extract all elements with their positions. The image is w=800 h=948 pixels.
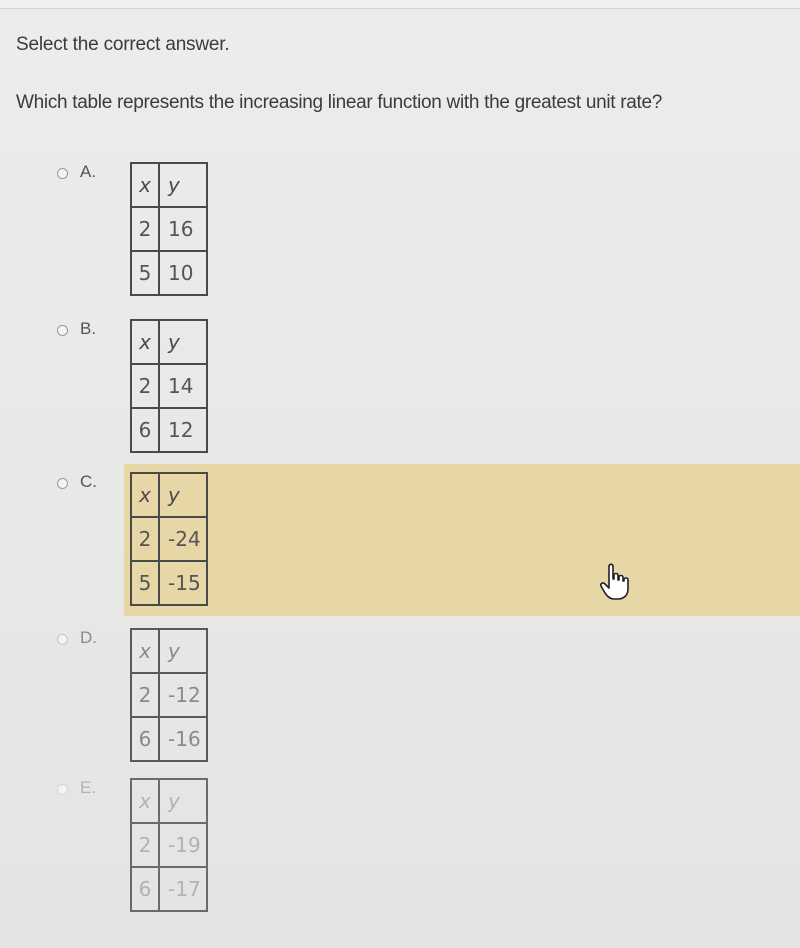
- question-text: Which table represents the increasing linear function with the greatest unit rate?: [16, 92, 663, 113]
- table-row: [131, 251, 207, 295]
- option-table-e: [130, 778, 208, 912]
- table-row: [131, 823, 207, 867]
- top-divider: [0, 0, 800, 9]
- table-row: [131, 207, 207, 251]
- table-row: [131, 717, 207, 761]
- table-row: [131, 517, 207, 561]
- table-cell-y: -16: [159, 717, 207, 761]
- table-header-y: y: [159, 163, 207, 207]
- table-cell-y: -15: [159, 561, 207, 605]
- table-row: [131, 867, 207, 911]
- option-label-a: A.: [80, 162, 97, 181]
- table-header-y: y: [159, 473, 207, 517]
- option-table-d: [130, 628, 208, 762]
- table-header-y: y: [159, 320, 207, 364]
- table-cell-x: 2: [131, 364, 159, 408]
- table-cell-y: 12: [159, 408, 207, 452]
- table-row: [131, 364, 207, 408]
- table-cell-y: 16: [159, 207, 207, 251]
- table-cell-y: -24: [159, 517, 207, 561]
- table-header-x: x: [131, 163, 159, 207]
- table-row: [131, 408, 207, 452]
- table-cell-x: 5: [131, 251, 159, 295]
- table-cell-x: 2: [131, 517, 159, 561]
- radio-button-a[interactable]: [57, 168, 68, 179]
- table-cell-x: 6: [131, 717, 159, 761]
- option-table-b: [130, 319, 208, 453]
- table-cell-y: -17: [159, 867, 207, 911]
- table-cell-y: 14: [159, 364, 207, 408]
- table-header-x: x: [131, 320, 159, 364]
- option-table-c: [130, 472, 208, 606]
- table-cell-x: 5: [131, 561, 159, 605]
- instruction-text: Select the correct answer.: [16, 34, 230, 55]
- table-cell-y: -19: [159, 823, 207, 867]
- table-cell-x: 2: [131, 823, 159, 867]
- option-label-d: D.: [80, 628, 97, 647]
- radio-button-b[interactable]: [57, 325, 68, 336]
- table-row: [131, 673, 207, 717]
- option-label-c: C.: [80, 472, 97, 491]
- table-header-y: y: [159, 629, 207, 673]
- table-header-x: x: [131, 779, 159, 823]
- option-label-e: E.: [80, 778, 97, 797]
- radio-button-e[interactable]: [57, 784, 68, 795]
- table-cell-y: 10: [159, 251, 207, 295]
- table-header-x: x: [131, 629, 159, 673]
- table-cell-x: 6: [131, 867, 159, 911]
- option-table-a: [130, 162, 208, 296]
- radio-button-c[interactable]: [57, 478, 68, 489]
- table-row: [131, 561, 207, 605]
- radio-button-d[interactable]: [57, 634, 68, 645]
- table-cell-x: 2: [131, 673, 159, 717]
- table-cell-x: 6: [131, 408, 159, 452]
- hand-pointer-icon: [598, 562, 632, 602]
- table-header-y: y: [159, 779, 207, 823]
- table-cell-x: 2: [131, 207, 159, 251]
- table-cell-y: -12: [159, 673, 207, 717]
- table-header-x: x: [131, 473, 159, 517]
- option-label-b: B.: [80, 319, 97, 338]
